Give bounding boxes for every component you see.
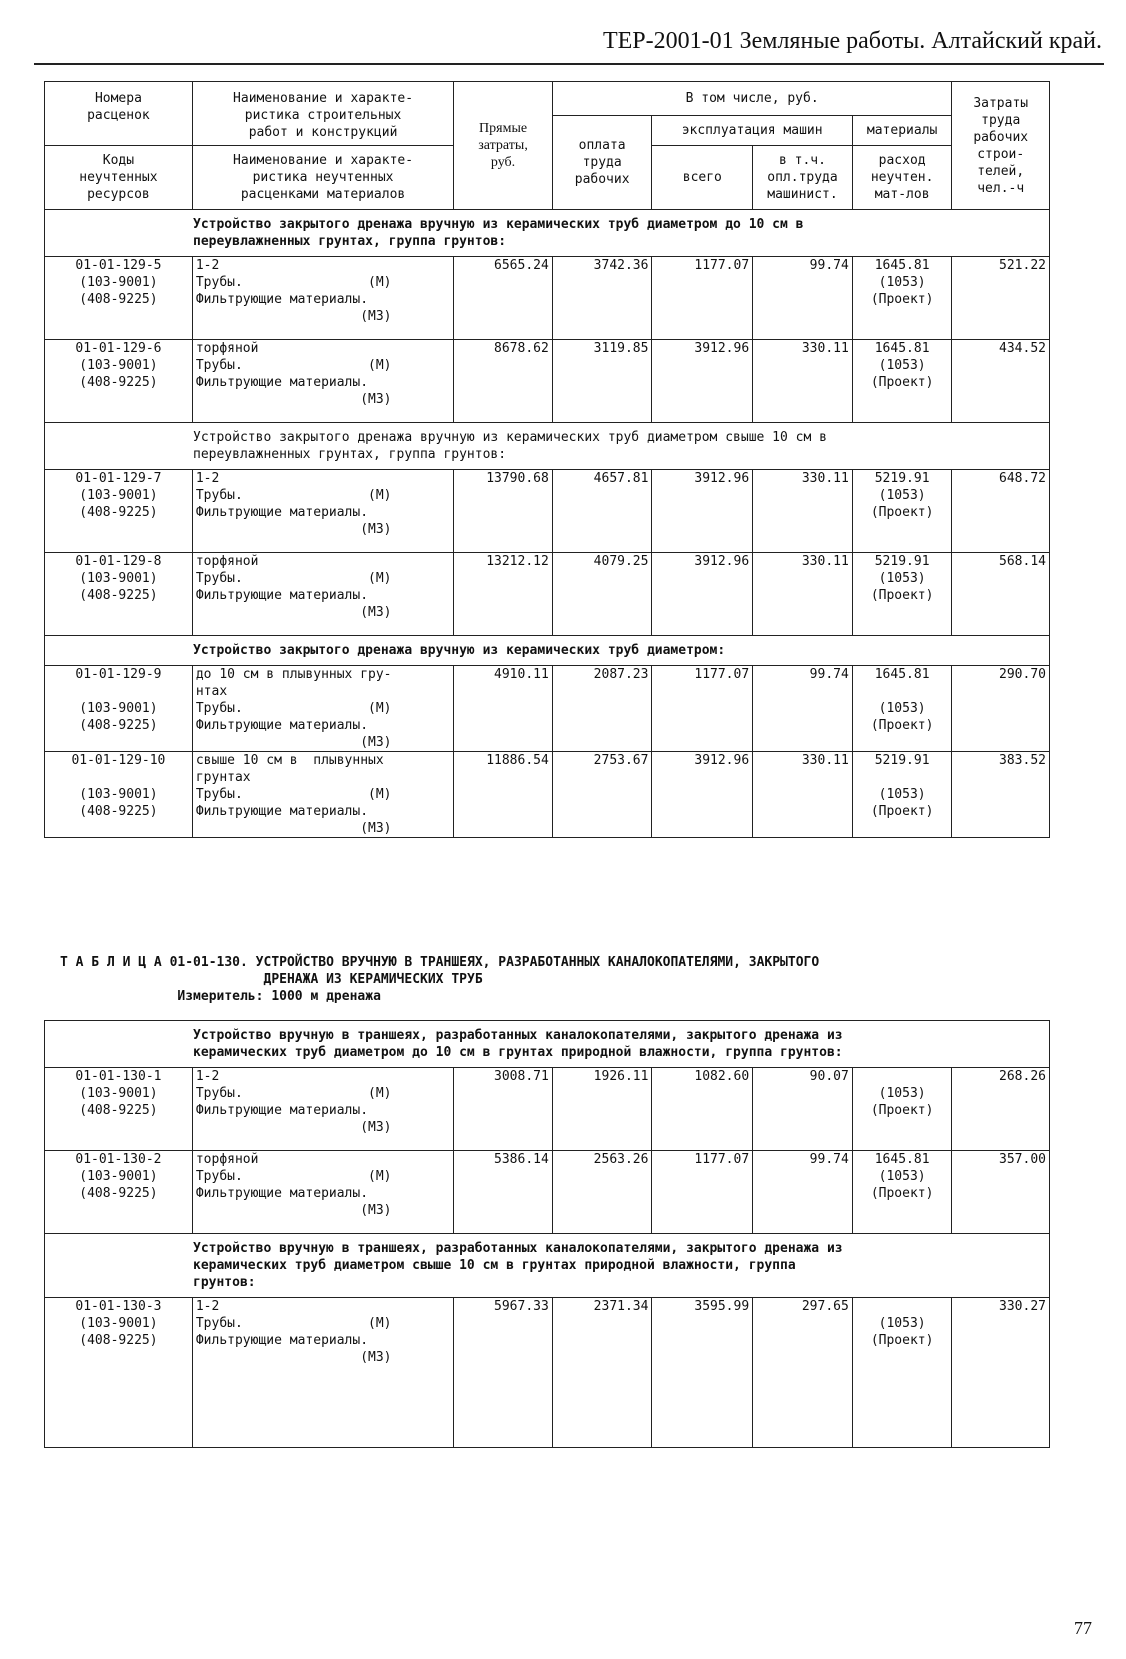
- direct-costs: 11886.54: [454, 752, 553, 838]
- header-rule: [34, 63, 1104, 65]
- machines-incl: 330.11: [753, 470, 853, 553]
- materials: 5219.91 (1053) (Проект): [852, 752, 952, 838]
- materials: 1645.81 (1053) (Проект): [852, 666, 952, 752]
- header-machines: эксплуатация машин: [652, 116, 852, 146]
- table-row: [45, 340, 1050, 423]
- labor-cost: 330.27: [952, 1298, 1050, 1448]
- header-material-names: Наименование и характе- ристика неучтенных расценками материалов: [192, 146, 453, 210]
- machines-incl: 330.11: [753, 752, 853, 838]
- header-materials: материалы: [852, 116, 952, 146]
- rate-codes: 01-01-129-8 (103-9001) (408-9225): [45, 553, 193, 636]
- labor-cost: 568.14: [952, 553, 1050, 636]
- labor-pay: 3119.85: [552, 340, 652, 423]
- table-130-heading: Т А Б Л И Ц А 01-01-130. УСТРОЙСТВО ВРУЧНУЮ В ТРАНШЕЯХ, РАЗРАБОТАННЫХ КАНАЛОКОПАТЕЛЯМИ, ЗАКРЫТОГО ДРЕНАЖА ИЗ КЕРАМИЧЕСКИХ ТРУБ Измеритель: 1000 м дренажа: [60, 955, 820, 1004]
- labor-cost: 268.26: [952, 1068, 1050, 1151]
- rates-table-129: [44, 81, 1050, 838]
- direct-costs: 13790.68: [454, 470, 553, 553]
- labor-pay: 2753.67: [552, 752, 652, 838]
- page-header-title: ТЕР-2001-01 Земляные работы. Алтайский край.: [602, 28, 1102, 54]
- labor-pay: 1926.11: [552, 1068, 652, 1151]
- labor-pay: 4657.81: [552, 470, 652, 553]
- rates-table-130: [44, 1020, 1050, 1448]
- header-materials-sub: расход неучтен. мат-лов: [852, 146, 952, 210]
- header-direct-costs: Прямые затраты, руб.: [454, 82, 553, 210]
- labor-cost: 648.72: [952, 470, 1050, 553]
- table-row: [45, 470, 1050, 553]
- machines-total: 1177.07: [652, 257, 753, 340]
- rate-codes: 01-01-129-7 (103-9001) (408-9225): [45, 470, 193, 553]
- labor-pay: 2087.23: [552, 666, 652, 752]
- rate-codes: 01-01-130-1 (103-9001) (408-9225): [45, 1068, 193, 1151]
- machines-incl: 330.11: [753, 340, 853, 423]
- rate-codes: 01-01-130-3 (103-9001) (408-9225): [45, 1298, 193, 1448]
- header-machines-total: всего: [652, 146, 753, 210]
- materials: 5219.91 (1053) (Проект): [852, 470, 952, 553]
- labor-cost: 357.00: [952, 1151, 1050, 1234]
- rate-codes: 01-01-129-5 (103-9001) (408-9225): [45, 257, 193, 340]
- machines-total: 1082.60: [652, 1068, 753, 1151]
- section-title: Устройство закрытого дренажа вручную из керамических труб диаметром свыше 10 см в переувлажненных грунтах, группа грунтов:: [45, 423, 1050, 470]
- work-name: торфяной Трубы. (М) Фильтрующие материалы. (М3): [192, 553, 453, 636]
- materials: (1053) (Проект): [852, 1298, 952, 1448]
- direct-costs: 13212.12: [454, 553, 553, 636]
- materials: 1645.81 (1053) (Проект): [852, 257, 952, 340]
- labor-pay: 4079.25: [552, 553, 652, 636]
- work-name: 1-2 Трубы. (М) Фильтрующие материалы. (М3): [192, 1068, 453, 1151]
- rate-codes: 01-01-129-9 (103-9001) (408-9225): [45, 666, 193, 752]
- work-name: 1-2 Трубы. (М) Фильтрующие материалы. (М3): [192, 257, 453, 340]
- machines-incl: 99.74: [753, 257, 853, 340]
- materials: 1645.81 (1053) (Проект): [852, 340, 952, 423]
- header-resource-codes: Коды неучтенных ресурсов: [45, 146, 193, 210]
- machines-total: 1177.07: [652, 666, 753, 752]
- page-number: 77: [1074, 1618, 1092, 1638]
- section-title: Устройство вручную в траншеях, разработанных каналокопателями, закрытого дренажа из керамических труб диаметром до 10 см в грунтах природной влажности, группа грунтов:: [45, 1021, 1050, 1068]
- direct-costs: 4910.11: [454, 666, 553, 752]
- work-name: 1-2 Трубы. (М) Фильтрующие материалы. (М3): [192, 1298, 453, 1448]
- machines-total: 3912.96: [652, 752, 753, 838]
- direct-costs: 5386.14: [454, 1151, 553, 1234]
- machines-incl: 330.11: [753, 553, 853, 636]
- direct-costs: 6565.24: [454, 257, 553, 340]
- table-row: [45, 257, 1050, 340]
- labor-pay: 2371.34: [552, 1298, 652, 1448]
- header-machines-incl: в т.ч. опл.труда машинист.: [753, 146, 853, 210]
- machines-total: 3595.99: [652, 1298, 753, 1448]
- work-name: 1-2 Трубы. (М) Фильтрующие материалы. (М3): [192, 470, 453, 553]
- work-name: торфяной Трубы. (М) Фильтрующие материалы. (М3): [192, 340, 453, 423]
- labor-cost: 383.52: [952, 752, 1050, 838]
- table-row: [45, 1298, 1050, 1448]
- machines-total: 3912.96: [652, 553, 753, 636]
- direct-costs: 5967.33: [454, 1298, 553, 1448]
- labor-cost: 434.52: [952, 340, 1050, 423]
- machines-total: 3912.96: [652, 340, 753, 423]
- header-rate-numbers: Номера расценок: [45, 82, 193, 146]
- machines-incl: 99.74: [753, 1151, 853, 1234]
- machines-incl: 90.07: [753, 1068, 853, 1151]
- materials: (1053) (Проект): [852, 1068, 952, 1151]
- section-title: Устройство закрытого дренажа вручную из керамических труб диаметром:: [45, 636, 1050, 666]
- rate-codes: 01-01-129-6 (103-9001) (408-9225): [45, 340, 193, 423]
- direct-costs: 8678.62: [454, 340, 553, 423]
- materials: 5219.91 (1053) (Проект): [852, 553, 952, 636]
- direct-costs: 3008.71: [454, 1068, 553, 1151]
- labor-pay: 2563.26: [552, 1151, 652, 1234]
- table-row: [45, 1151, 1050, 1234]
- table-row: [45, 752, 1050, 838]
- work-name: торфяной Трубы. (М) Фильтрующие материалы. (М3): [192, 1151, 453, 1234]
- labor-pay: 3742.36: [552, 257, 652, 340]
- work-name: свыше 10 см в плывунных грунтах Трубы. (М) Фильтрующие материалы. (М3): [192, 752, 453, 838]
- rate-codes: 01-01-129-10 (103-9001) (408-9225): [45, 752, 193, 838]
- rate-codes: 01-01-130-2 (103-9001) (408-9225): [45, 1151, 193, 1234]
- section-title: Устройство закрытого дренажа вручную из керамических труб диаметром до 10 см в переувлажненных грунтах, группа грунтов:: [45, 210, 1050, 257]
- labor-cost: 290.70: [952, 666, 1050, 752]
- work-name: до 10 см в плывунных гру- нтах Трубы. (М) Фильтрующие материалы. (М3): [192, 666, 453, 752]
- machines-total: 3912.96: [652, 470, 753, 553]
- header-including: В том числе, руб.: [552, 82, 952, 116]
- table-row: [45, 666, 1050, 752]
- machines-incl: 297.65: [753, 1298, 853, 1448]
- machines-total: 1177.07: [652, 1151, 753, 1234]
- header-labor-pay: оплата труда рабочих: [552, 116, 652, 210]
- header-work-name: Наименование и характе- ристика строительных работ и конструкций: [192, 82, 453, 146]
- machines-incl: 99.74: [753, 666, 853, 752]
- header-labor-cost: Затраты труда рабочих строи- телей, чел.-ч: [952, 82, 1050, 210]
- labor-cost: 521.22: [952, 257, 1050, 340]
- table-row: [45, 1068, 1050, 1151]
- materials: 1645.81 (1053) (Проект): [852, 1151, 952, 1234]
- table-row: [45, 553, 1050, 636]
- section-title: Устройство вручную в траншеях, разработанных каналокопателями, закрытого дренажа из керамических труб диаметром свыше 10 см в грунтах природной влажности, группа грунтов:: [45, 1234, 1050, 1298]
